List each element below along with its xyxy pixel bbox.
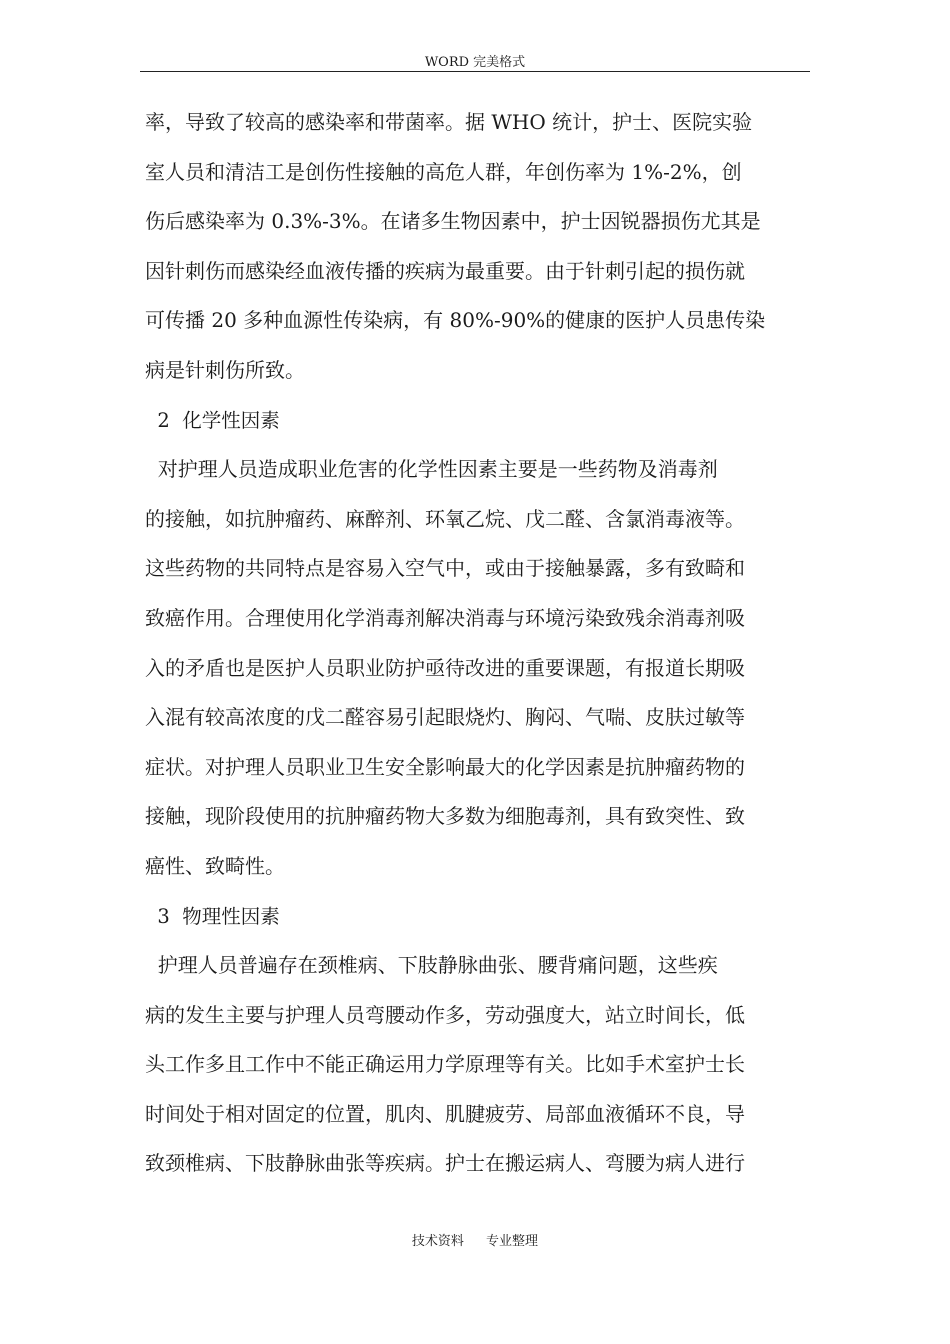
text-line: 护理人员普遍存在颈椎病、下肢静脉曲张、腰背痛问题，这些疾	[145, 953, 718, 978]
text-line: 入的矛盾也是医护人员职业防护亟待改进的重要课题，有报道长期吸	[145, 655, 745, 680]
text-line: 对护理人员造成职业危害的化学性因素主要是一些药物及消毒剂	[145, 457, 718, 482]
section-heading: 3 物理性因素	[145, 904, 280, 928]
text-line: 因针刺伤而感染经血液传播的疾病为最重要。由于针刺引起的损伤就	[145, 258, 745, 283]
text-line: 头工作多且工作中不能正确运用力学原理等有关。比如手术室护士长	[145, 1052, 745, 1077]
text-line: 入混有较高浓度的戊二醛容易引起眼烧灼、胸闷、气喘、皮肤过敏等	[145, 705, 745, 730]
text-line: 癌性、致畸性。	[145, 853, 285, 878]
header-rule	[140, 71, 810, 72]
text-line: 致癌作用。合理使用化学消毒剂解决消毒与环境污染致残余消毒剂吸	[145, 605, 745, 630]
section-heading: 2 化学性因素	[145, 408, 280, 432]
text-line: 的接触，如抗肿瘤药、麻醉剂、环氧乙烷、戊二醛、含氯消毒液等。	[145, 506, 745, 531]
body-text	[145, 98, 815, 1189]
text-line: 病的发生主要与护理人员弯腰动作多，劳动强度大，站立时间长，低	[145, 1002, 745, 1027]
text-line: 率，导致了较高的感染率和带菌率。据 WHO 统计，护士、医院实验	[145, 110, 753, 134]
text-line: 室人员和清洁工是创伤性接触的高危人群，年创伤率为 1%-2%，创	[145, 159, 742, 184]
text-line: 病是针刺伤所致。	[145, 357, 305, 382]
text-line: 可传播 20 多种血源性传染病，有 80%-90%的健康的医护人员患传染	[145, 308, 766, 333]
page-footer: 技术资料 专业整理	[411, 1234, 539, 1249]
text-line: 时间处于相对固定的位置，肌肉、肌腱疲劳、局部血液循环不良，导	[145, 1101, 745, 1126]
text-line: 接触，现阶段使用的抗肿瘤药物大多数为细胞毒剂，具有致突性、致	[145, 804, 745, 829]
text-line: 致颈椎病、下肢静脉曲张等疾病。护士在搬运病人、弯腰为病人进行	[145, 1151, 745, 1176]
text-line: 这些药物的共同特点是容易入空气中，或由于接触暴露，多有致畸和	[145, 556, 745, 581]
text-line: 症状。对护理人员职业卫生安全影响最大的化学因素是抗肿瘤药物的	[145, 754, 745, 779]
text-line: 伤后感染率为 0.3%-3%。在诸多生物因素中，护士因锐器损伤尤其是	[145, 209, 761, 234]
page-header: WORD 完美格式	[424, 55, 526, 70]
